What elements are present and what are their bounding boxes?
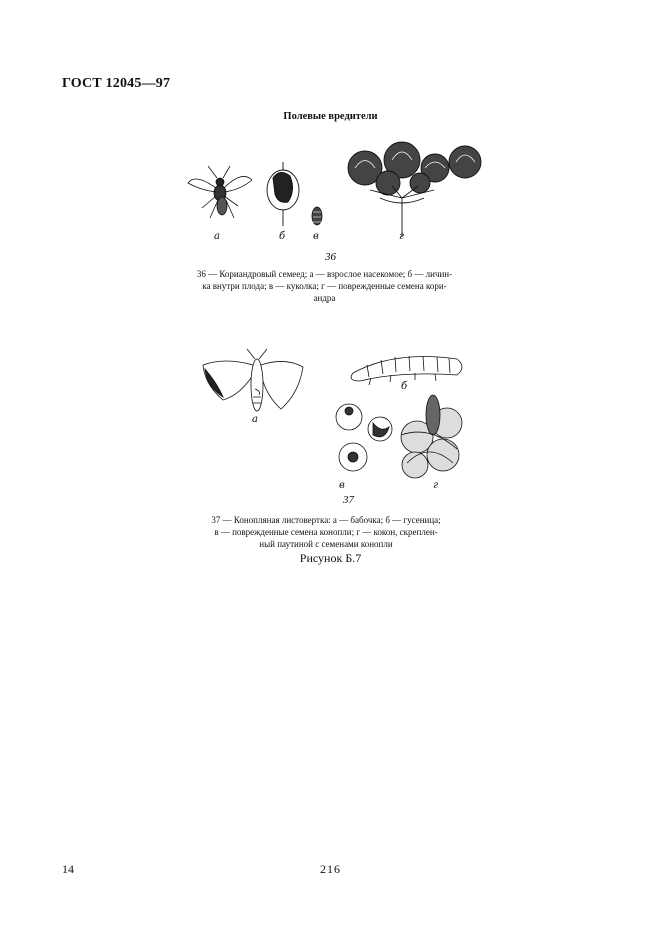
figure-37-label-v: в bbox=[339, 480, 345, 491]
figure-36-label-b: б bbox=[279, 231, 286, 242]
moth-drawing bbox=[203, 349, 303, 411]
figure-36-label-g: г bbox=[399, 231, 405, 242]
cocoon-with-seeds-drawing bbox=[401, 395, 462, 478]
damaged-seeds-drawing bbox=[348, 142, 481, 236]
figure-37-number: 37 bbox=[343, 494, 354, 506]
figure-37-caption-line: 37 — Конопляная листовертка: а — бабочка; б — гусеница; bbox=[211, 515, 441, 525]
page-number-left: 14 bbox=[62, 862, 74, 876]
document-code: ГОСТ 12045—97 bbox=[62, 76, 171, 91]
figure-36-caption-line: 36 — Кориандровый семеед; а — взрослое насекомое; б — личин- bbox=[196, 269, 453, 279]
figure-title: Рисунок Б.7 bbox=[299, 551, 362, 565]
section-title: Полевые вредители bbox=[283, 111, 378, 122]
figure-36-label-a: а bbox=[214, 231, 220, 242]
figure-37-label-a: а bbox=[252, 414, 258, 425]
page-number-center: 216 bbox=[320, 862, 341, 876]
figure-36-caption-line: ка внутри плода; в — куколка; г — поврежденные семена кори- bbox=[202, 281, 447, 291]
figure-37-caption-line: ный паутиной с семенами конопли bbox=[259, 539, 393, 549]
figure-37-caption-line: в — поврежденные семена конопли; г — кокон, скреплен- bbox=[214, 527, 438, 537]
figure-37-illustration bbox=[195, 345, 475, 490]
larva-in-fruit-drawing bbox=[267, 162, 299, 226]
figure-37-label-b: б bbox=[401, 381, 408, 392]
figure-36-label-v: в bbox=[313, 231, 319, 242]
pupa-drawing bbox=[312, 207, 322, 225]
figure-36-caption-line: андра bbox=[313, 293, 336, 303]
figure-37-caption bbox=[193, 514, 459, 550]
figure-37-label-g: г bbox=[433, 480, 439, 491]
damaged-hemp-seeds-drawing bbox=[336, 404, 392, 471]
figure-36-illustration bbox=[180, 138, 500, 248]
figure-36-caption bbox=[178, 268, 471, 304]
adult-insect-drawing bbox=[188, 166, 252, 218]
figure-36-number: 36 bbox=[325, 251, 336, 263]
